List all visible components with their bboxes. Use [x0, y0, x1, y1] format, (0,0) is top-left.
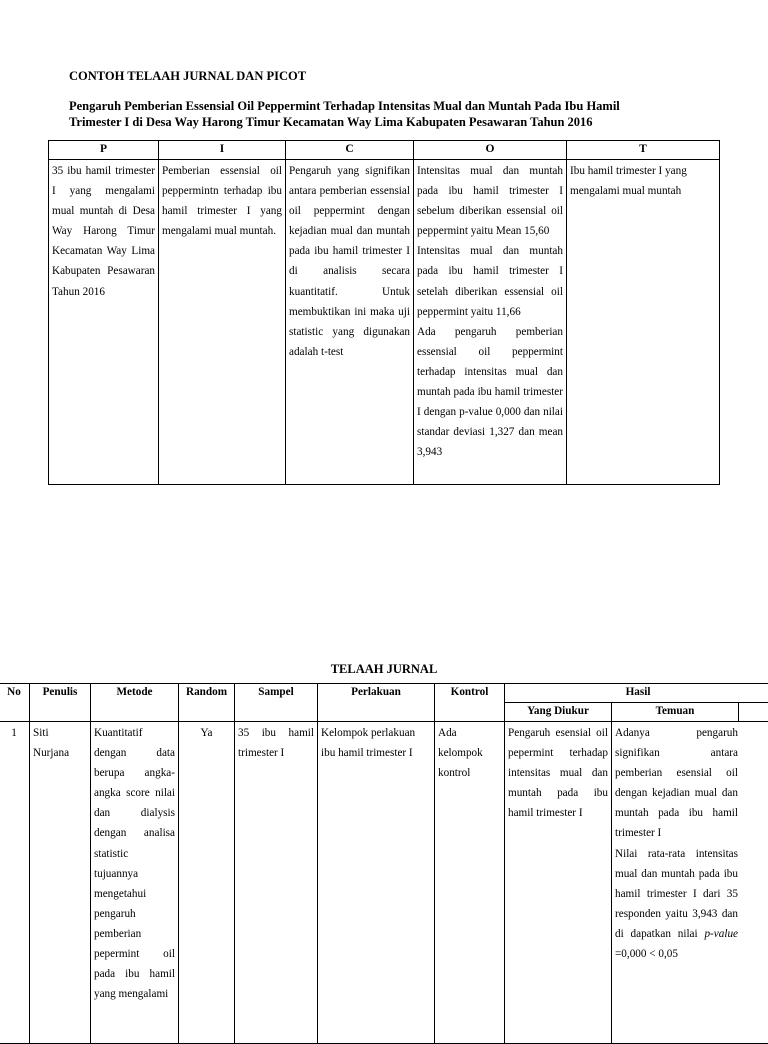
picot-cell-c: Pengaruh yang signifikan antara pemberian essensial oil peppermint dengan kejadian mual dan muntah pada ibu hamil trimester I di analisis secara kuantitatif. Untuk membuktikan ini maka uji statistic yang digunakan adalah t-test — [286, 160, 414, 485]
picot-o-paragraph-1: Intensitas mual dan muntah pada ibu hamil trimester I sebelum diberikan essensial oil peppermint yaitu Mean 15,60 — [417, 161, 563, 241]
cell-random: Ya — [179, 722, 235, 1044]
picot-header-c: C — [286, 141, 414, 160]
cell-no: 1 — [0, 722, 30, 1044]
cell-temuan — [612, 722, 768, 1044]
header-hasil: Hasil — [505, 684, 768, 703]
cell-perlakuan: Kelompok perlakuan ibu hamil trimester I — [318, 722, 435, 1044]
picot-header-p: P — [49, 141, 159, 160]
picot-content-row — [49, 160, 720, 485]
picot-o-paragraph-3: Ada pengaruh pemberian essensial oil peppermint terhadap intensitas mual dan muntah pada ibu hamil trimester I dengan p-value 0,000 dan nilai standar deviasi 1,327 dan mean 3,943 — [417, 322, 563, 463]
cell-yang-diukur: Pengaruh esensial oil pepermint terhadap intensitas mual dan muntah pada ibu hamil trimester I — [505, 722, 612, 1044]
cell-metode: Kuantitatif dengan data berupa angka-angka score nilai dan dialysis dengan analisa statistic tujuannya mengetahui pengaruh pemberian pepermint oil pada ibu hamil yang mengalami — [91, 722, 179, 1044]
picot-o-paragraph-2: Intensitas mual dan muntah pada ibu hamil trimester I setelah diberikan essensial oil peppermint yaitu 11,66 — [417, 241, 563, 321]
temuan-2-result: =0,000 < 0,05 — [615, 948, 678, 960]
cell-sampel: 35 ibu hamil trimester I — [235, 722, 318, 1044]
picot-header-row — [49, 141, 720, 160]
header-kontrol: Kontrol — [435, 684, 505, 722]
journal-title — [69, 98, 709, 130]
p-value-label: p-value — [704, 928, 738, 940]
header-penulis: Penulis — [30, 684, 91, 722]
header-sampel: Sampel — [235, 684, 318, 722]
temuan-paragraph-2 — [615, 844, 738, 965]
picot-cell-p: 35 ibu hamil trimester I yang mengalami mual muntah di Desa Way Harong Timur Kecamatan Way Lima Kabupaten Pesawaran Tahun 2016 — [49, 160, 159, 485]
journal-title-line-1: Pengaruh Pemberian Essensial Oil Peppermint Terhadap Intensitas Mual dan Muntah Pada Ibu Hamil — [69, 98, 709, 114]
review-header-row-1 — [0, 684, 768, 703]
header-random: Random — [179, 684, 235, 722]
picot-table — [48, 140, 720, 485]
cell-kontrol: Ada kelompok kontrol — [435, 722, 505, 1044]
header-yang-diukur: Yang Diukur — [505, 703, 612, 722]
header-metode: Metode — [91, 684, 179, 722]
temuan-2-text: Nilai rata-rata intensitas mual dan muntah pada ibu hamil trimester I dari 35 responden yaitu 3,943 dan di dapatkan nilai — [615, 848, 738, 940]
header-blank — [739, 703, 768, 722]
review-data-row — [0, 722, 768, 1044]
document-heading: CONTOH TELAAH JURNAL DAN PICOT — [69, 69, 306, 84]
header-temuan: Temuan — [612, 703, 739, 722]
picot-cell-i: Pemberian essensial oil peppermintn terhadap ibu hamil trimester I yang mengalami mual muntah. — [159, 160, 286, 485]
cell-penulis: Siti Nurjana — [30, 722, 91, 1044]
header-no: No — [0, 684, 30, 722]
review-section-title: TELAAH JURNAL — [0, 662, 768, 677]
picot-header-o: O — [414, 141, 567, 160]
picot-cell-t: Ibu hamil trimester I yang mengalami mual muntah — [567, 160, 720, 485]
picot-header-i: I — [159, 141, 286, 160]
header-perlakuan: Perlakuan — [318, 684, 435, 722]
picot-cell-o — [414, 160, 567, 485]
journal-review-table — [0, 683, 768, 1044]
temuan-paragraph-1: Adanya pengaruh signifikan antara pemberian esensial oil dengan kejadian mual dan muntah pada ibu hamil trimester I — [615, 723, 738, 844]
picot-header-t: T — [567, 141, 720, 160]
journal-title-line-2: Trimester I di Desa Way Harong Timur Kecamatan Way Lima Kabupaten Pesawaran Tahun 2016 — [69, 114, 709, 130]
